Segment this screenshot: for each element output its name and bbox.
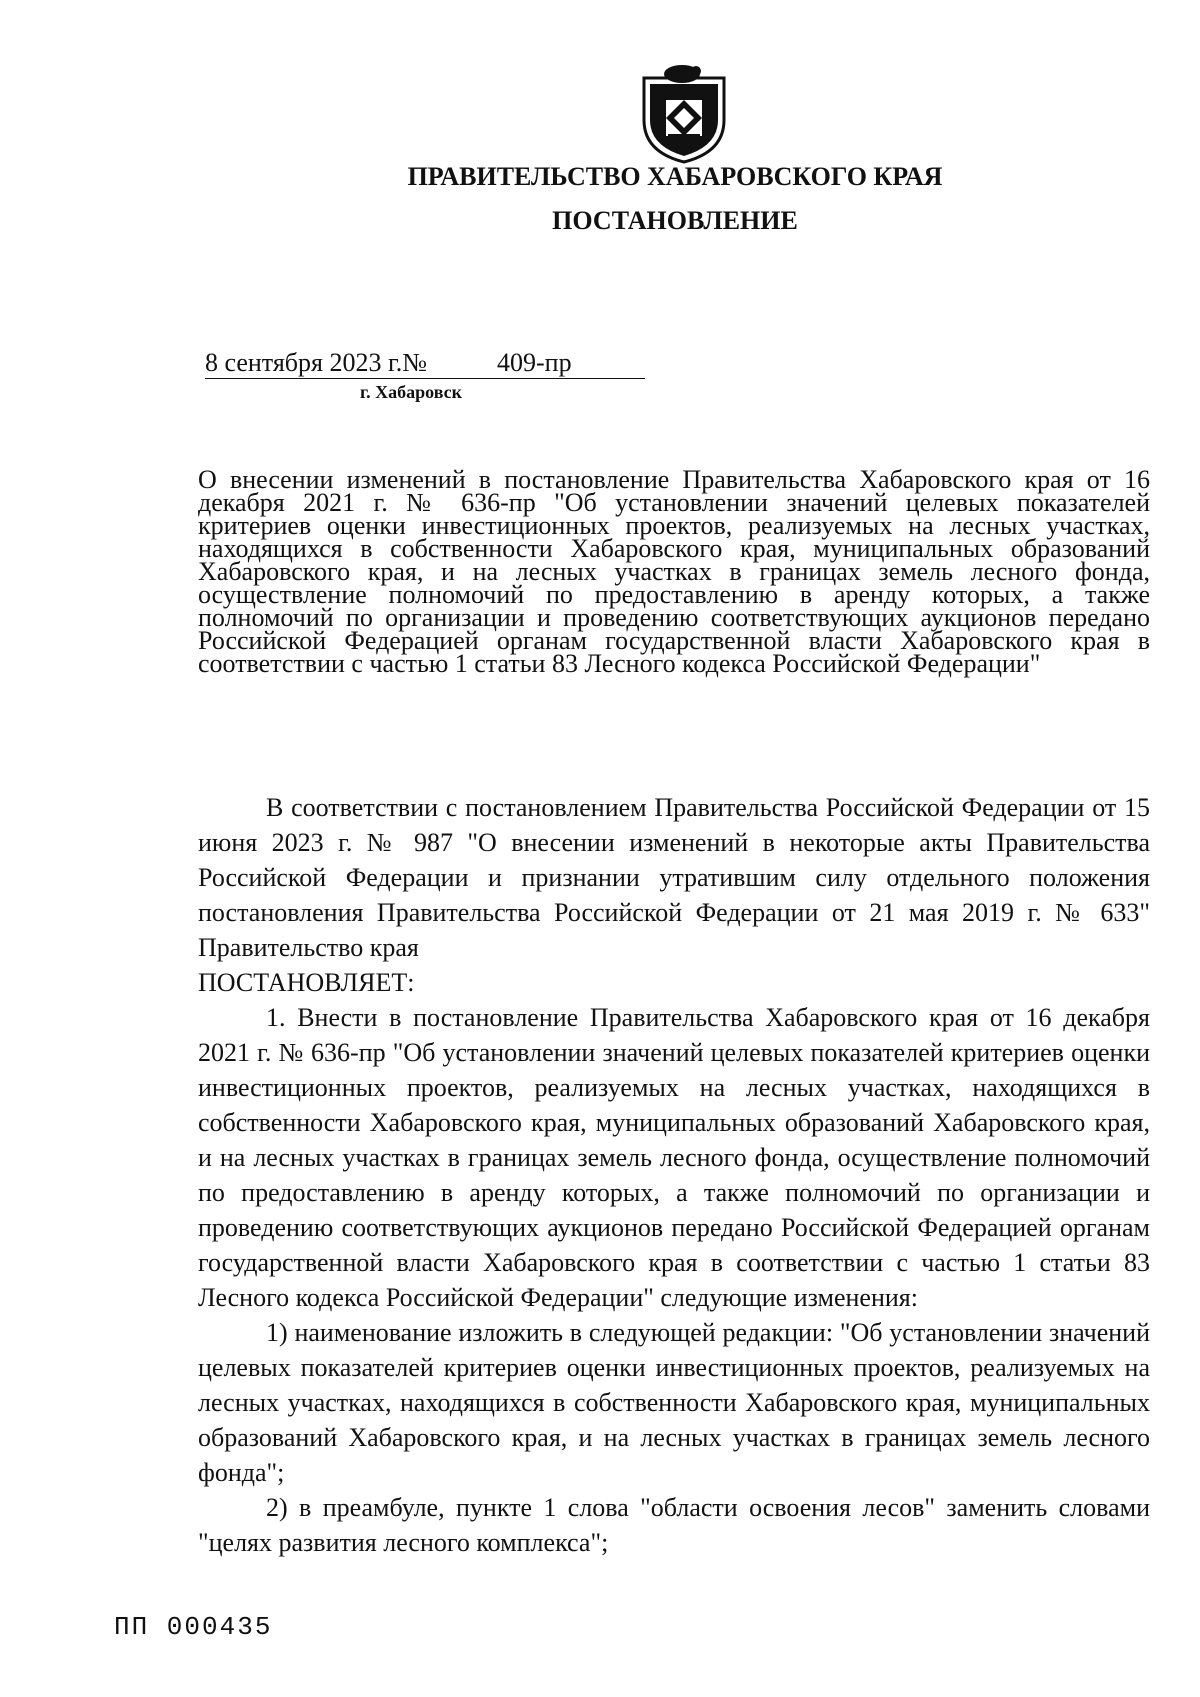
document-body (198, 790, 1150, 1560)
decree-word: ПОСТАНОВЛЯЕТ: (198, 968, 415, 997)
date-number-line (205, 348, 645, 379)
organization-name: ПРАВИТЕЛЬСТВО ХАБАРОВСКОГО КРАЯ (407, 162, 943, 191)
document-date: 8 сентября 2023 г.№ (205, 348, 428, 377)
form-serial-code: ПП 000435 (114, 1612, 273, 1642)
subitem-2-paragraph: 2) в преамбуле, пункте 1 слова "области освоения лесов" заменить словами "целях развития лесного комплекса"; (198, 1493, 1150, 1557)
subitem-1-paragraph: 1) наименование изложить в следующей редакции: "Об установлении значений целевых показателей критериев оценки инвестиционных проектов, реализуемых на лесных участках, находящихся в собственности Хабаровского края, муниципальных образований Хабаровского края, и на лесных участках в границах земель лесного фонда"; (198, 1318, 1150, 1487)
document-type: ПОСТАНОВЛЕНИЕ (552, 206, 798, 235)
document-subject: О внесении изменений в постановление Правительства Хабаровского края от 16 декабря 2021 г. № 636-пр "Об установлении значений целевых показателей критериев оценки инвестиционных проектов, реализуемых на лесных участках, находящихся в собственности Хабаровского края, муниципальных образований Хабаровского края, и на лесных участках в границах земель лесного фонда, осуществление полномочий по предоставлению в аренду которых, а также полномочий по организации и проведению соответствующих аукционов передано Российской Федерацией органам государственной власти Хабаровского края в соответствии с частью 1 статьи 83 Лесного кодекса Российской Федерации" (198, 465, 1150, 678)
khabarovsk-coat-of-arms-icon (638, 60, 730, 164)
item-1-paragraph: 1. Внести в постановление Правительства Хабаровского края от 16 декабря 2021 г. № 636-пр "Об установлении значений целевых показателей критериев оценки инвестиционных проектов, реализуемых на лесных участках, находящихся в собственности Хабаровского края, муниципальных образований Хабаровского края, и на лесных участках в границах земель лесного фонда, осуществление полномочий по предоставлению в аренду которых, а также полномочий по организации и проведению соответствующих аукционов передано Российской Федерацией органам государственной власти Хабаровского края в соответствии с частью 1 статьи 83 Лесного кодекса Российской Федерации" следующие изменения: (198, 1003, 1150, 1312)
preamble-paragraph: В соответствии с постановлением Правительства Российской Федерации от 15 июня 2023 г. № 987 "О внесении изменений в некоторые акты Правительства Российской Федерации и признании утратившим силу отдельного положения постановления Правительства Российской Федерации от 21 мая 2019 г. № 633" Правительство края (198, 793, 1150, 962)
document-number: 409-пр (497, 348, 572, 377)
document-city: г. Хабаровск (360, 382, 463, 402)
